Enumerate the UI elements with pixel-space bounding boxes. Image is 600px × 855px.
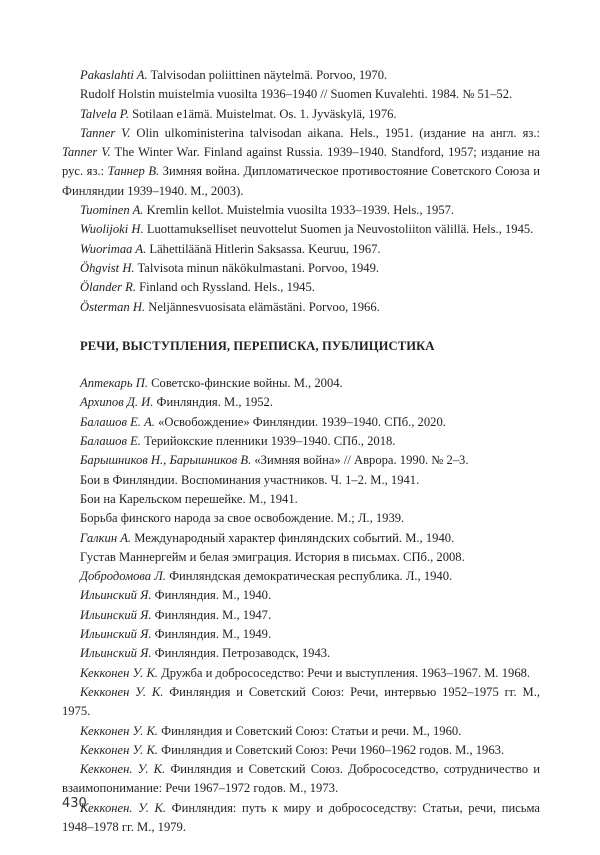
entry-author: Ильинский Я.	[80, 627, 152, 642]
bibliography-entry	[62, 124, 540, 201]
entry-text: Финляндия. М., 1952.	[153, 395, 274, 410]
entry-author: Кекконен У. К.	[80, 723, 158, 738]
entry-text: Финляндия. М., 1949.	[151, 627, 272, 642]
entry-author: Tanner V.	[62, 145, 111, 160]
bibliography-entry	[62, 66, 540, 85]
entry-text: «Зимняя война» // Аврора. 1990. № 2–3.	[251, 453, 469, 468]
entry-author: Кекконен У. К.	[80, 665, 158, 680]
bibliography-entry	[62, 393, 540, 412]
entry-author: Tanner V.	[80, 125, 131, 140]
entry-author: Ölander R.	[80, 280, 136, 295]
entry-author: Ильинский Я.	[80, 588, 152, 603]
entry-author: Кекконен У. К.	[80, 742, 158, 757]
entry-text: «Освобождение» Финляндии. 1939–1940. СПб., 2020.	[154, 414, 446, 429]
entry-text: Neljännesvuosisata elämästäni. Porvoo, 1966.	[145, 299, 380, 314]
entry-text: Бои на Карельском перешейке. М., 1941.	[80, 491, 298, 506]
entry-text: Lähettiläänä Hitlerin Saksassa. Keuruu, 1967.	[146, 241, 381, 256]
entry-author: Talvela P.	[80, 106, 129, 121]
entry-author: Архипов Д. И.	[80, 395, 154, 410]
bibliography-entry	[62, 413, 540, 432]
entry-text: The Winter War. Finland against Russia. 1939–1940. Standford, 1957; издание на рус. яз.:	[62, 145, 540, 179]
entry-text: Зимняя война. Дипломатическое противостояние Советского Союза и Финляндии 1939–1940. М., 2003).	[62, 164, 541, 198]
bibliography-entry	[62, 625, 540, 644]
entry-author: Балашов Е.	[80, 434, 141, 449]
bibliography-entry	[62, 722, 540, 741]
entry-text: Финляндия. М., 1940.	[151, 588, 272, 603]
entry-text: Дружба и добрососедство: Речи и выступления. 1963–1967. М. 1968.	[157, 665, 531, 680]
entry-text: Финляндия: путь к миру и добрососедству: Статьи, речи, письма 1948–1978 гг. М., 1979.	[62, 800, 541, 834]
bibliography-entry	[62, 105, 540, 124]
bibliography-entry	[62, 760, 540, 799]
entry-text: Финляндия и Советский Союз: Речи 1960–1962 годов. М., 1963.	[157, 742, 505, 757]
entry-author: Таннер В.	[107, 164, 160, 179]
bibliography-entry	[62, 278, 540, 297]
bibliography-entry	[62, 567, 540, 586]
entry-author: Барышников Н., Барышников В.	[80, 453, 252, 468]
entry-text: Международный характер финляндских событий. М., 1940.	[131, 530, 455, 545]
section-heading: РЕЧИ, ВЫСТУПЛЕНИЯ, ПЕРЕПИСКА, ПУБЛИЦИСТИКА	[80, 338, 435, 353]
bibliography-entry	[62, 451, 540, 470]
entry-text: Luottamukselliset neuvottelut Suomen ja Neuvostoliiton välillä. Hels., 1945.	[143, 222, 534, 237]
bibliography-section-speeches	[62, 374, 540, 837]
entry-text: Talvisota minun näkökulmastani. Porvoo, 1949.	[134, 260, 380, 275]
entry-author: Кекконен У. К.	[80, 684, 164, 699]
bibliography-entry	[62, 529, 540, 548]
entry-text: Терийокские пленники 1939–1940. СПб., 2018.	[140, 434, 396, 449]
page-number: 430	[62, 796, 87, 811]
entry-author: Ильинский Я.	[80, 607, 152, 622]
entry-text: Бои в Финляндии. Воспоминания участников. Ч. 1–2. М., 1941.	[80, 472, 420, 487]
bibliography-entry	[62, 490, 540, 509]
entry-text: Советско-финские войны. М., 2004.	[147, 376, 343, 391]
entry-text: Финляндия и Советский Союз: Статьи и речи. М., 1960.	[157, 723, 462, 738]
entry-text: Борьба финского народа за свое освобождение. М.; Л., 1939.	[80, 511, 405, 526]
bibliography-entry	[62, 298, 540, 317]
entry-text: Finland och Ryssland. Hels., 1945.	[135, 280, 315, 295]
bibliography-entry	[62, 586, 540, 605]
entry-text: Olin ulkoministerina talvisodan aikana. Hels., 1951. (издание на англ. яз.:	[130, 125, 540, 140]
entry-author: Добродомова Л.	[80, 569, 166, 584]
bibliography-entry	[62, 240, 540, 259]
entry-text: Густав Маннергейм и белая эмиграция. История в письмах. СПб., 2008.	[80, 549, 465, 564]
entry-text: Talvisodan poliittinen näytelmä. Porvoo, 1970.	[147, 68, 388, 82]
entry-text: Rudolf Holstin muistelmia vuosilta 1936–1940 // Suomen Kuvalehti. 1984. № 51–52.	[80, 87, 513, 102]
entry-author: Wuolijoki H.	[80, 222, 144, 237]
entry-text: Финляндия. Петрозаводск, 1943.	[151, 646, 331, 661]
bibliography-entry	[62, 374, 540, 393]
bibliography-entry	[62, 799, 540, 838]
entry-author: Кекконен. У. К.	[80, 800, 167, 815]
entry-author: Балашов Е. А.	[80, 414, 155, 429]
bibliography-entry	[62, 432, 540, 451]
entry-author: Ильинский Я.	[80, 646, 152, 661]
entry-author: Кекконен. У. К.	[80, 762, 166, 777]
bibliography-entry	[62, 644, 540, 663]
entry-text: Kremlin kellot. Muistelmia vuosilta 1933–1939. Hels., 1957.	[143, 203, 455, 218]
bibliography-entry	[62, 741, 540, 760]
bibliography-entry	[62, 201, 540, 220]
entry-text: Финляндия. М., 1947.	[151, 607, 272, 622]
entry-text: Финляндия и Советский Союз. Добрососедство, сотрудничество и взаимопонимание: Речи 1967–1972 годов. М., 1973.	[62, 762, 541, 796]
entry-author: Аптекарь П.	[80, 376, 148, 391]
bibliography-entry	[62, 509, 540, 528]
bibliography-entry	[62, 664, 540, 683]
bibliography-entry	[62, 548, 540, 567]
bibliography-entry	[62, 471, 540, 490]
entry-author: Öhgvist H.	[80, 260, 135, 275]
entry-text: Sotilaan e1ämä. Muistelmat. Os. 1. Jyväskylä, 1976.	[128, 106, 397, 121]
entry-author: Tuominen A.	[80, 203, 144, 218]
bibliography-entry	[62, 683, 540, 722]
entry-text: Финляндская демократическая республика. Л., 1940.	[165, 569, 453, 584]
entry-author: Österman H.	[80, 299, 146, 314]
bibliography-entry	[62, 220, 540, 239]
bibliography-page	[62, 66, 540, 837]
entry-text: Финляндия и Советский Союз: Речи, интервью 1952–1975 гг. М., 1975.	[62, 684, 540, 719]
bibliography-entry	[62, 85, 540, 104]
bibliography-section-finnish	[62, 66, 540, 317]
bibliography-entry	[62, 606, 540, 625]
bibliography-entry	[62, 259, 540, 278]
entry-author: Pakaslahti A.	[80, 68, 148, 82]
entry-author: Wuorimaa A.	[80, 241, 147, 256]
entry-author: Галкин А.	[80, 530, 132, 545]
